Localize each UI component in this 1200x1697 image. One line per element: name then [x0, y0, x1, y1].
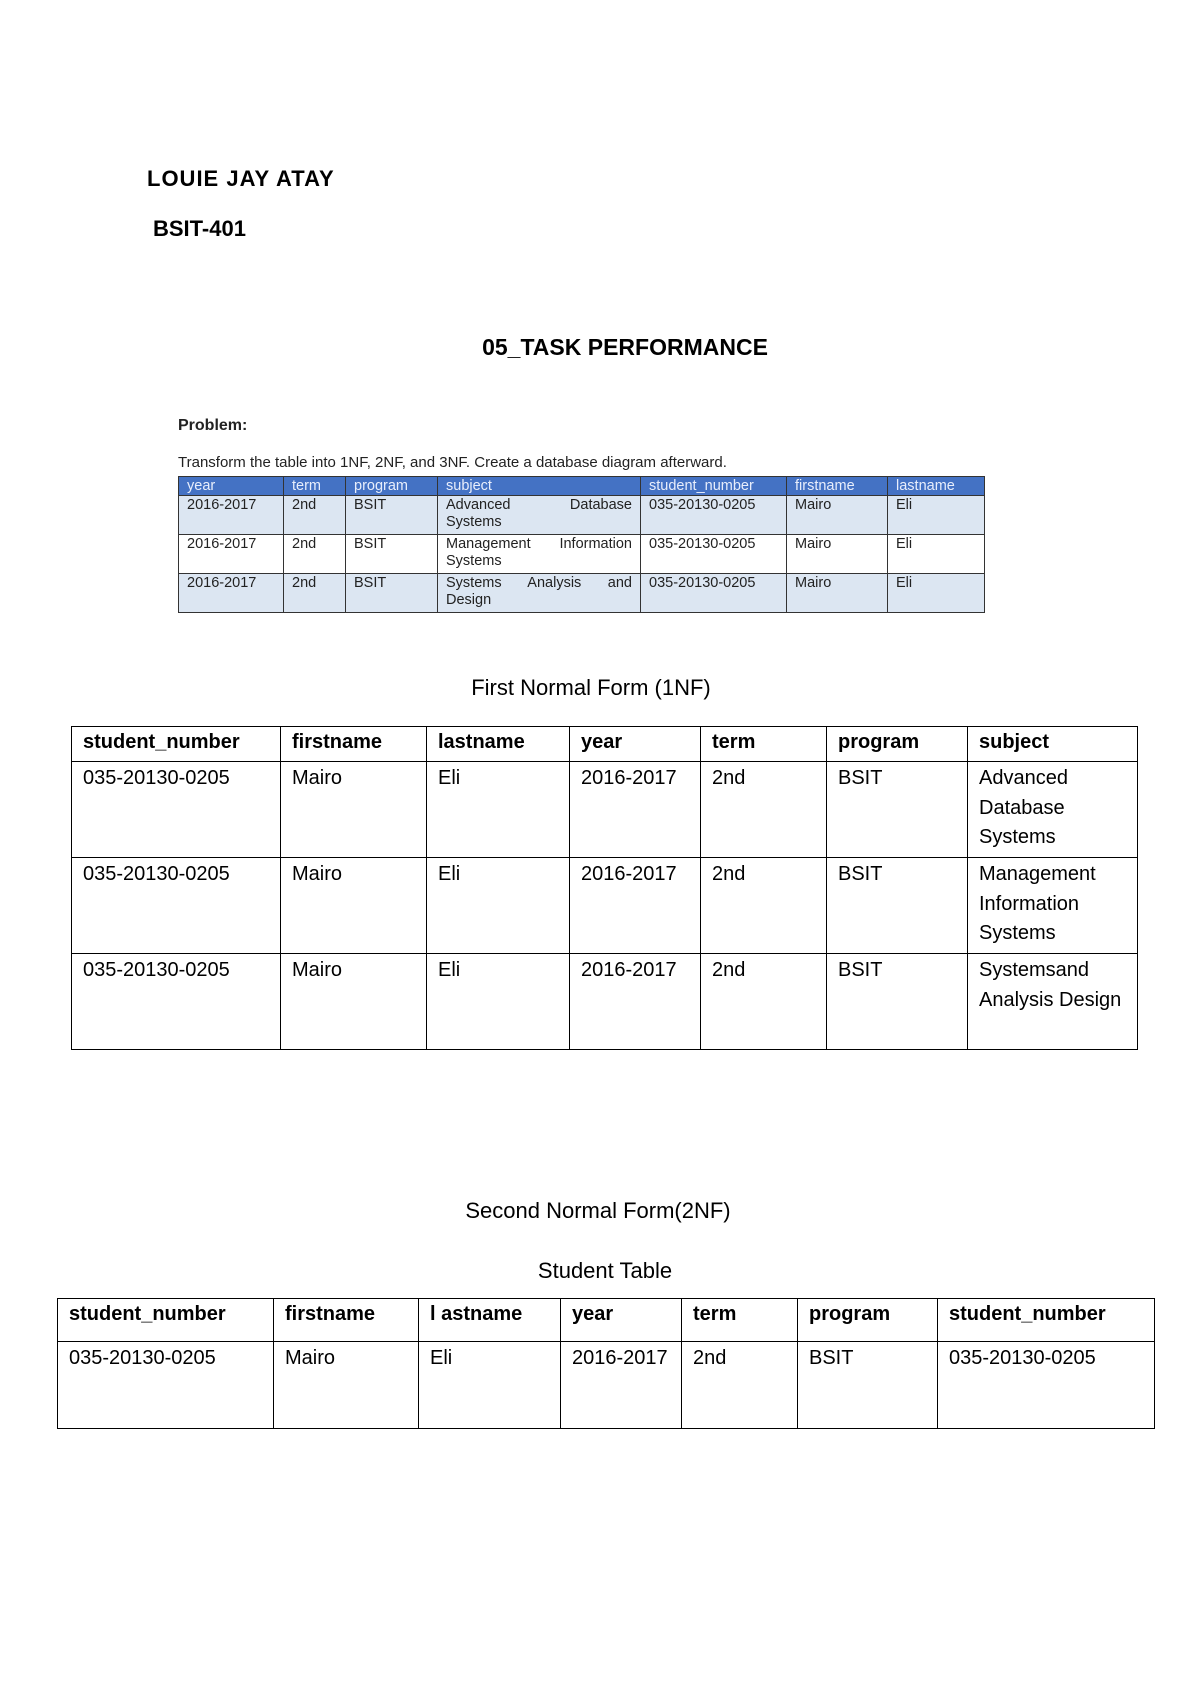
nf1-cell: 2016-2017	[570, 954, 701, 1050]
nf1-col-header: firstname	[281, 727, 427, 762]
nf1-col-header: student_number	[72, 727, 281, 762]
problem-cell: 035-20130-0205	[641, 496, 787, 535]
nf2-cell: BSIT	[798, 1342, 938, 1429]
nf1-cell: 2nd	[701, 762, 827, 858]
problem-col-header: lastname	[888, 477, 985, 496]
problem-cell: Mairo	[787, 535, 888, 574]
nf2-col-header: firstname	[274, 1299, 419, 1342]
problem-cell: 2016-2017	[179, 496, 284, 535]
nf2-cell: 2016-2017	[561, 1342, 682, 1429]
problem-table	[178, 476, 985, 613]
problem-cell: 2nd	[284, 574, 346, 613]
nf1-cell: 035-20130-0205	[72, 858, 281, 954]
problem-title: Problem:	[178, 417, 248, 434]
nf1-cell: 2nd	[701, 858, 827, 954]
nf1-cell: 2nd	[701, 954, 827, 1050]
problem-cell: 2016-2017	[179, 535, 284, 574]
nf1-cell: 2016-2017	[570, 762, 701, 858]
nf1-cell: 035-20130-0205	[72, 954, 281, 1050]
nf2-col-header: term	[682, 1299, 798, 1342]
nf1-cell: 2016-2017	[570, 858, 701, 954]
problem-cell: 2016-2017	[179, 574, 284, 613]
section-code: BSIT-401	[153, 216, 246, 241]
nf1-cell: Eli	[427, 858, 570, 954]
problem-col-header: program	[346, 477, 438, 496]
problem-cell: Mairo	[787, 496, 888, 535]
nf2-header-row	[58, 1299, 1155, 1342]
nf2-row	[58, 1342, 1155, 1429]
problem-description: Transform the table into 1NF, 2NF, and 3NF. Create a database diagram afterward.	[178, 454, 727, 471]
problem-row	[179, 574, 985, 613]
problem-cell: BSIT	[346, 496, 438, 535]
nf1-cell: 035-20130-0205	[72, 762, 281, 858]
nf1-cell: BSIT	[827, 954, 968, 1050]
problem-cell: Advanced Database Systems	[438, 496, 641, 535]
nf1-cell: Mairo	[281, 954, 427, 1050]
nf2-cell: Mairo	[274, 1342, 419, 1429]
problem-cell: 2nd	[284, 535, 346, 574]
problem-cell: BSIT	[346, 574, 438, 613]
problem-cell: BSIT	[346, 535, 438, 574]
nf1-row	[72, 858, 1138, 954]
nf2-col-header: student_number	[58, 1299, 274, 1342]
nf2-col-header: student_number	[938, 1299, 1155, 1342]
nf1-heading: First Normal Form (1NF)	[471, 675, 711, 700]
nf1-col-header: year	[570, 727, 701, 762]
nf2-student-table	[57, 1298, 1155, 1429]
nf1-cell: Eli	[427, 954, 570, 1050]
nf1-row	[72, 954, 1138, 1050]
nf1-cell: Systemsand Analysis Design	[968, 954, 1138, 1050]
problem-image	[178, 417, 984, 613]
problem-cell: 035-20130-0205	[641, 535, 787, 574]
problem-row	[179, 535, 985, 574]
problem-cell: Eli	[888, 496, 985, 535]
problem-col-header: firstname	[787, 477, 888, 496]
nf1-cell: Advanced Database Systems	[968, 762, 1138, 858]
nf2-col-header: program	[798, 1299, 938, 1342]
nf2-col-header: year	[561, 1299, 682, 1342]
nf1-cell: Eli	[427, 762, 570, 858]
student-table-title: Student Table	[537, 1258, 673, 1283]
nf1-col-header: lastname	[427, 727, 570, 762]
problem-cell: Mairo	[787, 574, 888, 613]
problem-cell: Eli	[888, 574, 985, 613]
nf2-cell: 2nd	[682, 1342, 798, 1429]
task-title: 05_TASK PERFORMANCE	[482, 334, 768, 360]
problem-col-header: subject	[438, 477, 641, 496]
problem-col-header: year	[179, 477, 284, 496]
nf1-table	[71, 726, 1138, 1050]
nf1-col-header: subject	[968, 727, 1138, 762]
problem-cell: 2nd	[284, 496, 346, 535]
nf2-cell: 035-20130-0205	[58, 1342, 274, 1429]
nf2-cell: Eli	[419, 1342, 561, 1429]
author-name: LOUIE JAY ATAY	[147, 166, 335, 191]
problem-header-row	[179, 477, 985, 496]
nf2-cell: 035-20130-0205	[938, 1342, 1155, 1429]
nf1-col-header: program	[827, 727, 968, 762]
nf2-heading: Second Normal Form(2NF)	[465, 1198, 731, 1223]
nf2-col-header: l astname	[419, 1299, 561, 1342]
problem-cell: 035-20130-0205	[641, 574, 787, 613]
nf1-cell: BSIT	[827, 762, 968, 858]
nf1-cell: BSIT	[827, 858, 968, 954]
nf1-header-row	[72, 727, 1138, 762]
problem-cell: Systems Analysis and Design	[438, 574, 641, 613]
problem-col-header: term	[284, 477, 346, 496]
nf1-cell: Mairo	[281, 762, 427, 858]
problem-cell: Eli	[888, 535, 985, 574]
problem-row	[179, 496, 985, 535]
problem-col-header: student_number	[641, 477, 787, 496]
nf1-cell: Management Information Systems	[968, 858, 1138, 954]
nf1-cell: Mairo	[281, 858, 427, 954]
nf1-row	[72, 762, 1138, 858]
problem-cell: Management Information Systems	[438, 535, 641, 574]
nf1-col-header: term	[701, 727, 827, 762]
